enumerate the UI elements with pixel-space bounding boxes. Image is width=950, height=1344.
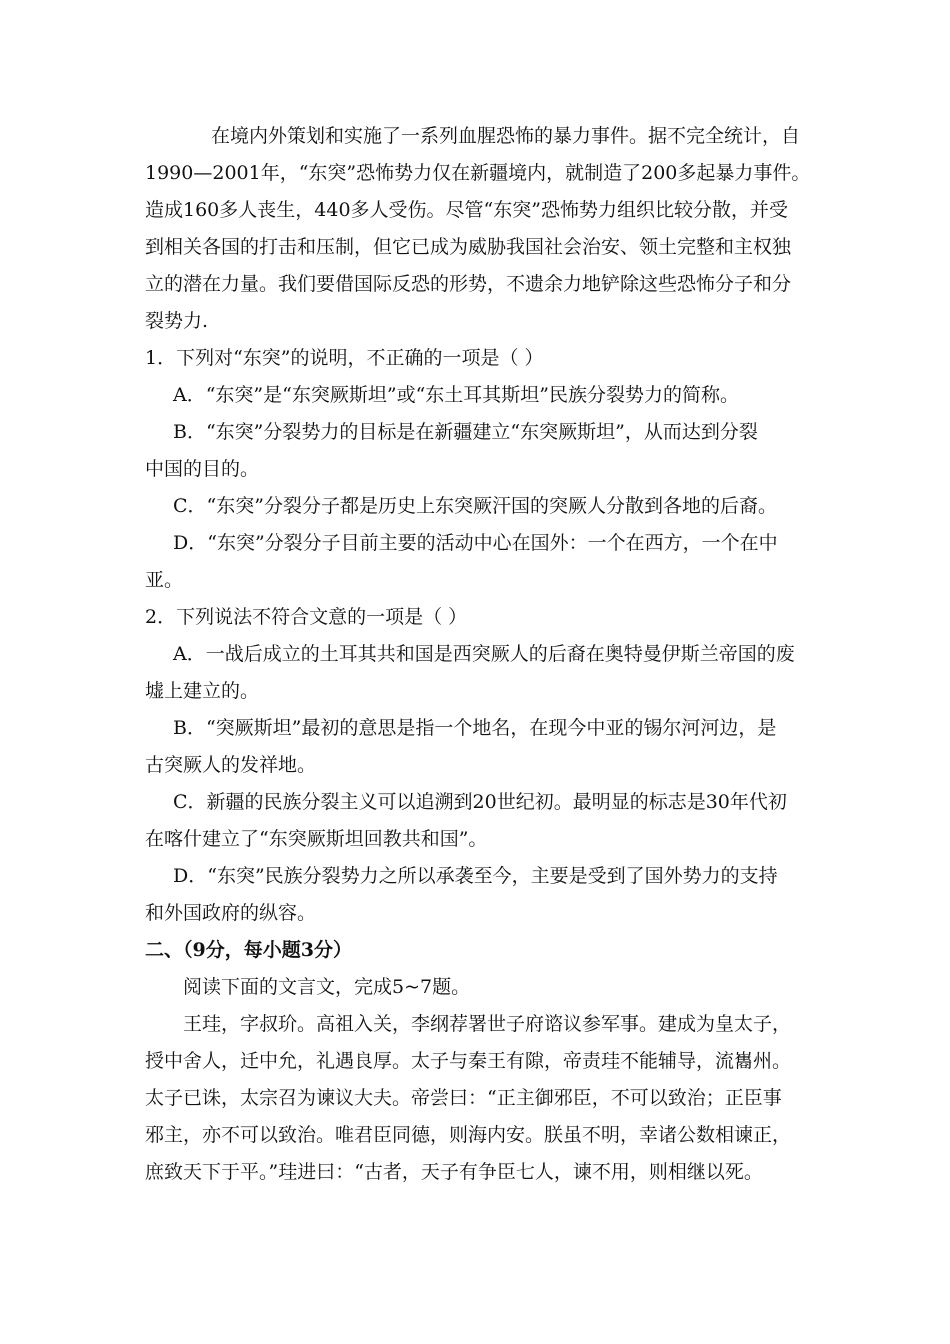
page-content <box>145 118 810 1191</box>
passage-line: 裂势力. <box>145 310 209 332</box>
question-2-option-b-cont: 古突厥人的发祥地。 <box>145 754 317 776</box>
passage-line: 在境内外策划和实施了一系列血腥恐怖的暴力事件。据不完全统计，自 <box>211 125 801 147</box>
section-2-heading: 二、（9分，每小题3分） <box>145 939 352 961</box>
question-1-option-c: C．“东突”分裂分子都是历史上东突厥汗国的突厥人分散到各地的后裔。 <box>173 495 777 517</box>
passage-line: 立的潜在力量。我们要借国际反恐的形势，不遗余力地铲除这些恐怖分子和分 <box>145 273 792 295</box>
question-2-option-b: B．“突厥斯坦”最初的意思是指一个地名，在现今中亚的锡尔河河边，是 <box>173 717 777 739</box>
question-1-option-a: A．“东突”是“东突厥斯坦”或“东土耳其斯坦”民族分裂势力的简称。 <box>173 384 740 406</box>
section-2-instruction: 阅读下面的文言文，完成5~7题。 <box>183 976 471 998</box>
classical-text-line: 太子已诛，太宗召为谏议大夫。帝尝曰：“正主御邪臣，不可以致治；正臣事 <box>145 1087 782 1109</box>
question-2-option-a: A．一战后成立的土耳其共和国是西突厥人的后裔在奥特曼伊斯兰帝国的废 <box>173 643 795 665</box>
question-2-option-c: C．新疆的民族分裂主义可以追溯到20世纪初。最明显的标志是30年代初 <box>173 791 787 813</box>
question-1-stem: 1．下列对“东突”的说明，不正确的一项是（ ） <box>145 347 544 369</box>
classical-text-line: 王珪，字叔玠。高祖入关，李纲荐署世子府谘议参军事。建成为皇太子， <box>183 1013 792 1035</box>
passage-line: 造成160多人丧生，440多人受伤。尽管“东突”恐怖势力组织比较分散，并受 <box>145 199 788 221</box>
classical-text-line: 庶致天下于平。”珪进曰：“古者，天子有争臣七人，谏不用，则相继以死。 <box>145 1161 763 1183</box>
question-1-option-d-cont: 亚。 <box>145 569 184 591</box>
question-2-option-d-cont: 和外国政府的纵容。 <box>145 902 317 924</box>
question-1-option-b-cont: 中国的目的。 <box>145 458 260 480</box>
passage-line: 到相关各国的打击和压制，但它已成为威胁我国社会治安、领土完整和主权独 <box>145 236 792 258</box>
question-2-stem: 2．下列说法不符合文意的一项是（ ） <box>145 606 468 628</box>
classical-text-line: 授中舍人，迁中允，礼遇良厚。太子与秦王有隙，帝责珪不能辅导，流巂州。 <box>145 1050 792 1072</box>
question-2-option-c-cont: 在喀什建立了“东突厥斯坦回教共和国”。 <box>145 828 488 850</box>
question-2-option-d: D．“东突”民族分裂势力之所以承袭至今，主要是受到了国外势力的支持 <box>173 865 778 887</box>
question-1-option-b: B．“东突”分裂势力的目标是在新疆建立“东突厥斯坦”，从而达到分裂 <box>173 421 758 443</box>
question-2-option-a-cont: 墟上建立的。 <box>145 680 260 702</box>
question-1-option-d: D．“东突”分裂分子目前主要的活动中心在国外：一个在西方，一个在中 <box>173 532 778 554</box>
classical-text-line: 邪主，亦不可以致治。唯君臣同德，则海内安。朕虽不明，幸诸公数相谏正， <box>145 1124 792 1146</box>
passage-line: 1990—2001年，“东突”恐怖势力仅在新疆境内，就制造了200多起暴力事件。 <box>145 162 810 184</box>
